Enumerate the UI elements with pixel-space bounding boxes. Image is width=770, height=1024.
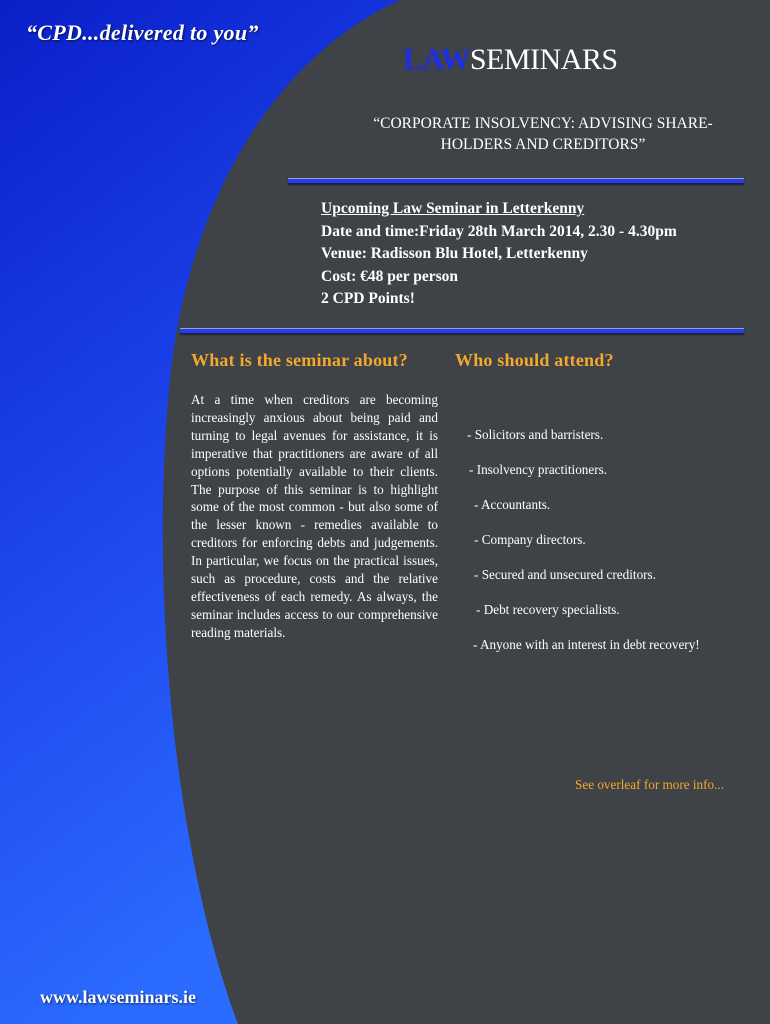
attend-item: - Insolvency practitioners. [469,462,608,477]
logo-seminars-text: SEMINARS [469,43,618,76]
details-cost: Cost: €48 per person [321,267,459,285]
details-date: Date and time:Friday 28th March 2014, 2.30 - 4.30pm [321,222,677,240]
divider-top [288,178,744,184]
details-venue: Venue: Radisson Blu Hotel, Letterkenny [321,245,588,262]
website-url[interactable]: www.lawseminars.ie [40,987,196,1007]
seminar-title-line-2: HOLDERS AND CREDITORS” [440,136,646,153]
details-points: 2 CPD Points! [321,290,415,307]
brand-logo [403,42,618,78]
about-body: At a time when creditors are becoming increasingly anxious about being paid and turning to legal avenues for assistance, it is imperative that practitioners are aware of all options potentially available to their clients. The purpose of this seminar is to highlight some of the most common - but also some of the lesser known - remedies available to creditors for enforcing debts and judgements. In particular, we focus on the practical issues, such as procedure, costs and the relative effectiveness of each remedy. As always, the seminar includes access to our comprehensive reading materials. [191,392,438,640]
divider-middle [180,328,744,334]
logo-law-text: LAW [403,43,470,76]
attend-item: - Company directors. [474,532,586,547]
details-heading: Upcoming Law Seminar in Letterkenny [321,200,585,217]
tagline: “CPD...delivered to you” [26,20,259,45]
attend-item: - Accountants. [474,497,551,512]
seminar-details [321,198,677,311]
attend-item: - Debt recovery specialists. [476,602,620,617]
attend-item: - Solicitors and barristers. [467,427,604,442]
seminar-title [320,113,766,155]
about-heading: What is the seminar about? [191,350,408,370]
attend-item: - Anyone with an interest in debt recovery! [473,637,700,652]
attend-item: - Secured and unsecured creditors. [474,567,656,582]
seminar-title-line-1: “CORPORATE INSOLVENCY: ADVISING SHARE- [373,115,713,132]
attend-heading: Who should attend? [455,350,614,370]
overleaf-note: See overleaf for more info... [575,777,725,792]
